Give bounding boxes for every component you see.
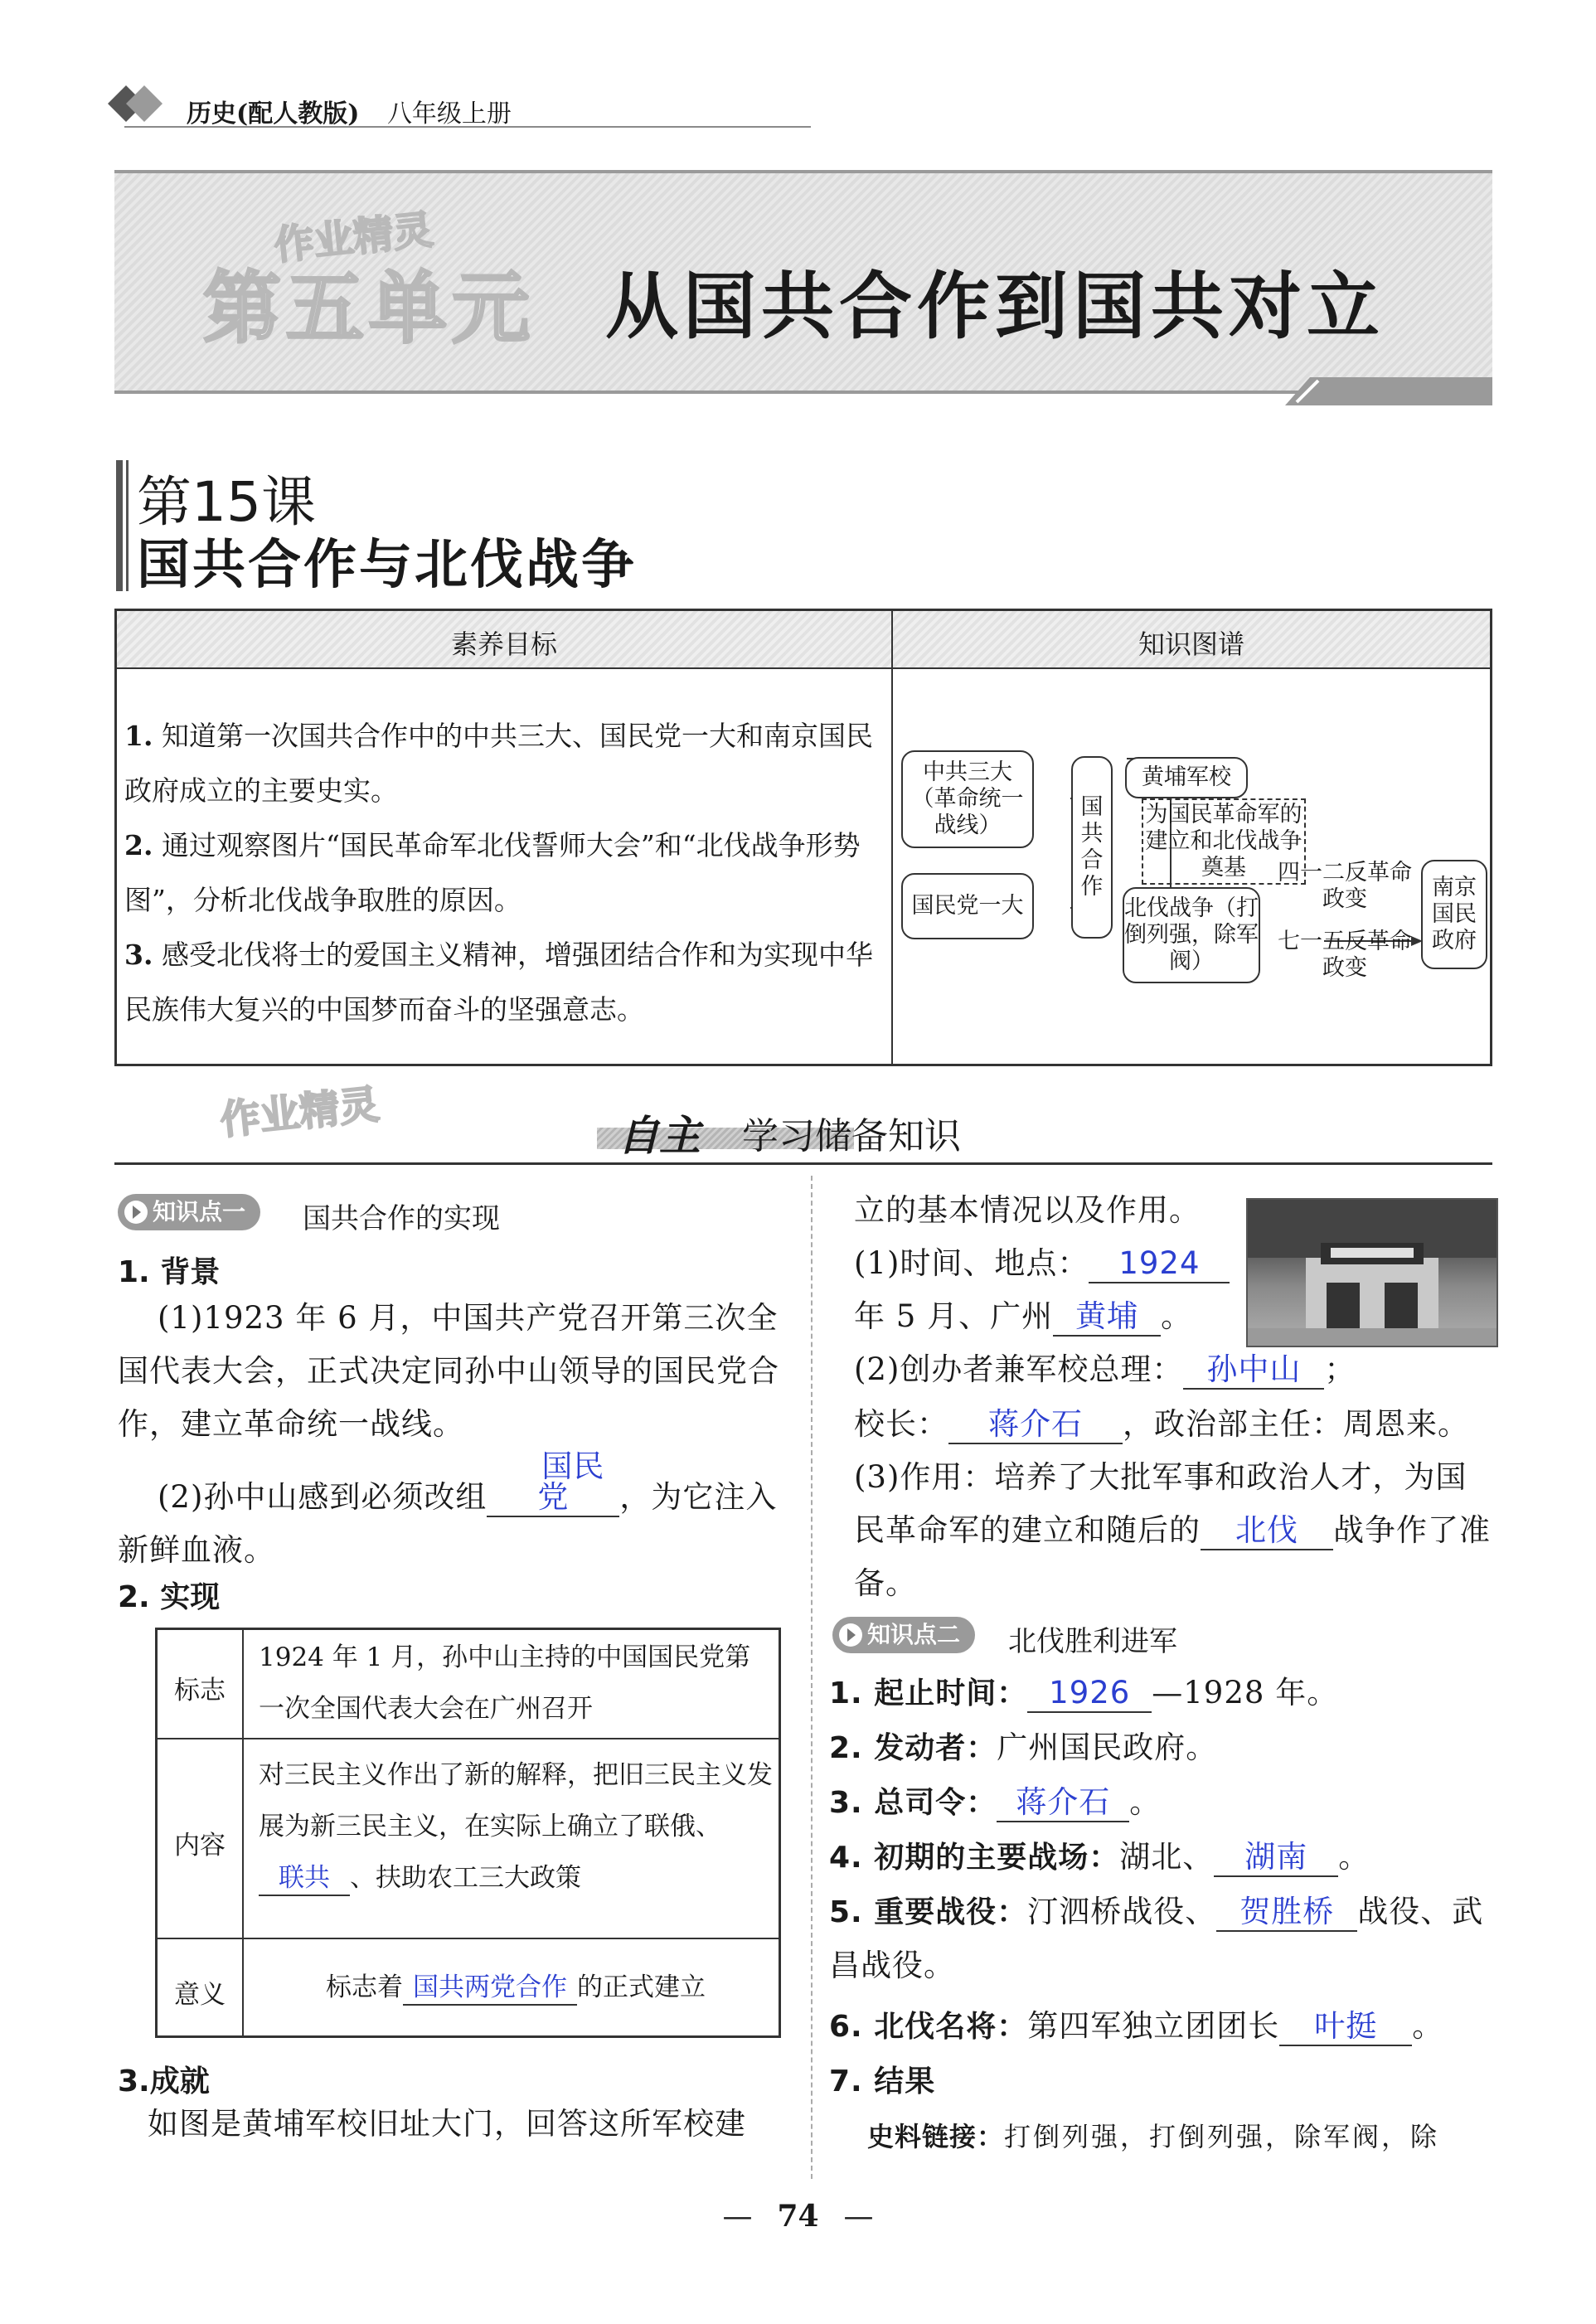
question-1: (1)时间、地点： 1924 <box>854 1237 1230 1290</box>
column-divider <box>811 1176 813 2179</box>
section-title: 学习储备知识 <box>742 1115 961 1157</box>
map-node-nanjing-government: 南京国民政府 <box>1421 860 1487 969</box>
point2-item-4: 4. 初期的主要战场：湖北、 湖南 。 <box>829 1831 1370 1885</box>
goal-3: 3. 感受北伐将士的爱国主义精神，增强团结合作和为实现中华民族伟大复兴的中国梦而奋斗的坚强意志。 <box>124 939 873 1026</box>
watermark-2: 作业精灵 <box>218 1081 381 1144</box>
lesson-number: 第15课 <box>137 470 316 534</box>
point1-background-p1: (1)1923 年 6 月，中国共产党召开第三次全国代表大会，正式决定同孙中山领导的国民党合作，建立革命统一战线。 <box>118 1300 779 1442</box>
point2-item-5: 5. 重要战役：汀泗桥战役、 贺胜桥 战役、武昌战役。 <box>829 1894 1484 1983</box>
point1-achievement-text: 如图是黄埔军校旧址大门，回答这所军校建 <box>148 2106 746 2142</box>
point1-realization-head: 2. 实现 <box>118 1580 221 1614</box>
tag-arrow-icon <box>123 1199 149 1225</box>
map-node-cpc-3rd-congress: 中共三大（革命统一战线） <box>901 750 1034 848</box>
header-rule <box>124 126 811 128</box>
point2-item-7: 7. 结果 <box>829 2064 936 2098</box>
goals-header: 素养目标 <box>450 628 557 660</box>
whampoa-gate-image <box>1248 1200 1497 1346</box>
point2-item-3: 3. 总司令： 蒋介石 。 <box>829 1776 1161 1830</box>
map-label-april-12: 四一二反革命政变 <box>1278 860 1412 912</box>
answer-blank[interactable]: 国共两党合作 <box>403 1975 577 2006</box>
answer-blank[interactable]: 蒋介石 <box>948 1409 1123 1444</box>
lesson-bar <box>116 460 123 591</box>
map-header: 知识图谱 <box>1138 628 1244 660</box>
answer-blank[interactable]: 黄埔 <box>1053 1301 1161 1337</box>
answer-blank[interactable]: 国民党 <box>487 1451 619 1517</box>
header-subject: 历史(配人教版) <box>187 99 360 129</box>
source-link: 史料链接：打倒列强，打倒列强，除军阀，除 <box>867 2121 1440 2152</box>
point1-title: 国共合作的实现 <box>303 1202 500 1235</box>
question-1-cont: 年 5 月、广州 黄埔 。 <box>854 1290 1192 1343</box>
answer-blank[interactable]: 1926 <box>1027 1677 1152 1713</box>
watermark: 作业精灵 <box>272 206 435 269</box>
answer-blank[interactable]: 湖南 <box>1214 1841 1338 1877</box>
map-node-northern-expedition: 北伐战争（打倒列强，除军阀） <box>1123 887 1260 983</box>
point1-achievement-head: 3.成就 <box>118 2064 210 2098</box>
point2-item-2: 2. 发动者：广州国民政府。 <box>829 1730 1218 1765</box>
map-note-foundation: 为国民革命军的建立和北伐战争奠基 <box>1142 798 1306 885</box>
banner-stripe-decoration <box>1285 377 1492 405</box>
realization-table-hline-2 <box>158 1938 779 1939</box>
lesson-bar-thin <box>126 460 129 591</box>
question-2-cont: 校长： 蒋介石 ，政治部主任：周恩来。 <box>854 1398 1469 1451</box>
tag-arrow-icon-2 <box>837 1622 864 1648</box>
table-label-content: 内容 <box>174 1831 226 1861</box>
point2-title: 北伐胜利进军 <box>1008 1625 1177 1658</box>
table-cell-sign: 1924 年 1 月，孙中山主持的中国国民党第一次全国代表大会在广州召开 <box>259 1642 751 1724</box>
answer-blank[interactable]: 贺胜桥 <box>1216 1896 1357 1932</box>
question-2: (2)创办者兼军校总理： 孙中山 ； <box>854 1343 1356 1396</box>
point2-tag: 知识点二 <box>832 1617 975 1653</box>
answer-blank[interactable]: 叶挺 <box>1279 2011 1412 2046</box>
header-diamond-icon <box>108 83 172 124</box>
answer-blank[interactable]: 1924 <box>1089 1248 1230 1283</box>
question-3: (3)作用：培养了大批军事和政治人才，为国民革命军的建立和随后的 北伐 战争作了准备。 <box>854 1459 1491 1601</box>
table-label-significance: 意义 <box>174 1980 226 2010</box>
point2-item-6: 6. 北伐名将：第四军独立团团长 叶挺 。 <box>829 2000 1443 2054</box>
point1-tag: 知识点一 <box>118 1194 260 1230</box>
answer-blank[interactable]: 孙中山 <box>1183 1354 1324 1390</box>
running-header <box>187 93 512 129</box>
achievement-continued: 立的基本情况以及作用。 <box>854 1192 1201 1228</box>
realization-table-hline-1 <box>158 1738 779 1739</box>
goal-1: 1. 知道第一次国共合作中的中共三大、国民党一大和南京国民政府成立的主要史实。 <box>124 720 873 807</box>
map-node-kmt-1st-congress: 国民党一大 <box>901 873 1034 939</box>
map-node-whampoa: 黄埔军校 <box>1125 757 1248 798</box>
header-grade: 八年级上册 <box>386 99 512 129</box>
section-rule <box>114 1162 1492 1165</box>
lesson-title: 国共合作与北伐战争 <box>137 535 637 596</box>
answer-blank[interactable]: 北伐 <box>1201 1515 1333 1550</box>
table-cell-significance: 标志着 国共两党合作 的正式建立 <box>259 1962 773 2013</box>
point1-background-p2: (2)孙中山感到必须改组国民党 ，为它注入新鲜血液。 <box>118 1448 778 1568</box>
map-label-july-15: 七一五反革命政变 <box>1278 929 1412 981</box>
realization-table-vline <box>242 1630 244 2035</box>
unit-label: 第五单元 <box>203 264 536 354</box>
goal-2: 2. 通过观察图片“国民革命军北伐誓师大会”和“北伐战争形势图”，分析北伐战争取胜的原因。 <box>124 829 861 916</box>
section-italic: 自主 <box>618 1112 701 1160</box>
answer-blank[interactable]: 联共 <box>259 1866 350 1896</box>
unit-title: 从国共合作到国共对立 <box>605 263 1385 349</box>
answer-blank[interactable]: 蒋介石 <box>997 1787 1129 1822</box>
point1-background-head: 1. 背景 <box>118 1255 221 1289</box>
point2-item-1: 1. 起止时间： 1926 —1928 年。 <box>829 1667 1338 1720</box>
page-number: — 74 — <box>722 2199 874 2234</box>
table-label-sign: 标志 <box>174 1676 226 1705</box>
map-node-cooperation: 国共合作 <box>1071 756 1113 939</box>
whampoa-gate-photo <box>1246 1198 1498 1347</box>
table-cell-content: 对三民主义作出了新的解释，把旧三民主义发展为新三民主义，在实际上确立了联俄、联共 、扶助农工三大政策 <box>259 1749 773 1904</box>
